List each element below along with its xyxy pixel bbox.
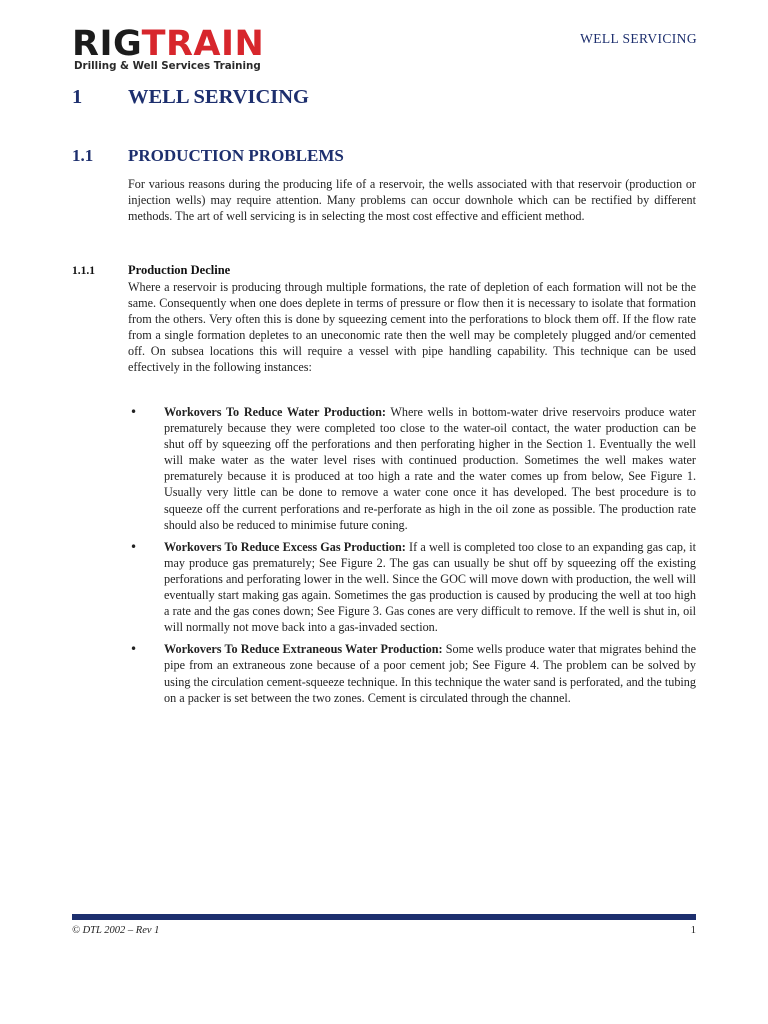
bullet-text: If a well is completed too close to an expanding gas cap, it may produce gas prematurely; See Figure 2. The gas can usually be shut off by squeezing off the existing perforations and perforating lower in the well. Since the GOC will move down with production, the well will eventually start making gas again. Sometimes the gas production is caused by producing the well at too high a rate and the gas cones down; See Figure 3. Gas cones are very difficult to remove. If the well is shut in, oil will normally not move back into a gas-invaded section.	[164, 539, 696, 635]
logo-rig-text: RIG	[72, 24, 142, 64]
bullet-item-water-production	[128, 404, 696, 533]
bullet-item-extraneous-water	[128, 641, 696, 705]
running-header-title: WELL SERVICING	[580, 31, 697, 46]
subsection-number: 1.1.1	[72, 265, 95, 277]
production-decline-paragraph: Where a reservoir is producing through multiple formations, the rate of depletion of each formation will not be the same. Consequently when one does deplete in terms of pressure or flow then it is necessary to isolate that formation from the others. Very often this is done by squeezing cement into the perforations to block them off. If the flow rate from a single formation depletes to an uneconomic rate then the well may be completely plugged and/or cemented off. On subsea locations this will require a vessel with pipe handling capability. This technique can be used effectively in the following instances:	[128, 280, 696, 375]
workover-bullet-list	[128, 404, 696, 712]
subsection-title: Production Decline	[128, 263, 231, 277]
footer-divider	[72, 914, 696, 920]
bullet-icon: •	[130, 539, 138, 554]
bullet-label: Workovers To Reduce Excess Gas Production:	[164, 539, 406, 554]
chapter-number: 1	[72, 86, 83, 108]
section-number: 1.1	[72, 146, 94, 165]
chapter-title: WELL SERVICING	[128, 86, 309, 108]
bullet-text: Some wells produce water that migrates behind the pipe from an extraneous zone because of a poor cement job; See Figure 4. The problem can be solved by using the circulation cement-squeeze technique. In this technique the water sand is perforated, and the tubing on a packer is set between the two zones. Cement is circulated through the channel.	[164, 642, 697, 705]
bullet-label: Workovers To Reduce Extraneous Water Production:	[164, 642, 443, 657]
bullet-label: Workovers To Reduce Water Production:	[164, 405, 386, 419]
bullet-icon: •	[130, 642, 138, 657]
section-heading	[72, 146, 344, 166]
section-title: PRODUCTION PROBLEMS	[128, 146, 344, 165]
chapter-heading	[72, 86, 309, 109]
section-intro-paragraph: For various reasons during the producing life of a reservoir, the wells associated with that reservoir (production or injection wells) may require attention. Many problems can occur downhole which can be rectified by different methods. The art of well servicing is in selecting the most cost effective and efficient method.	[128, 177, 696, 224]
page-number: 1	[690, 925, 696, 936]
rigtrain-logo	[72, 24, 268, 74]
bullet-icon: •	[130, 405, 138, 419]
logo-wordmark	[72, 24, 264, 64]
subsection-heading	[72, 263, 230, 278]
logo-tagline: Drilling & Well Services Training	[74, 60, 261, 72]
bullet-item-gas-production	[128, 539, 696, 636]
bullet-text: Where wells in bottom-water drive reservoirs produce water prematurely because they were completed too close to the water-oil contact, the water production can be shut off by squeezing off the perforations and then perforating higher in the Section 1. Eventually the well will make water as the water level rises with continued production. Sometimes the well makes water prematurely because it is produced at too high a rate and the water comes up from below, See Figure 1. Usually very little can be done to remove a water cone once it has developed. The best procedure is to squeeze off the current perforations and re-perforate as high in the oil zone as possible. The production rate should also be reduced to minimise future coning.	[164, 405, 696, 532]
footer-copyright: © DTL 2002 – Rev 1	[72, 925, 160, 936]
logo-train-text: TRAIN	[141, 24, 265, 64]
